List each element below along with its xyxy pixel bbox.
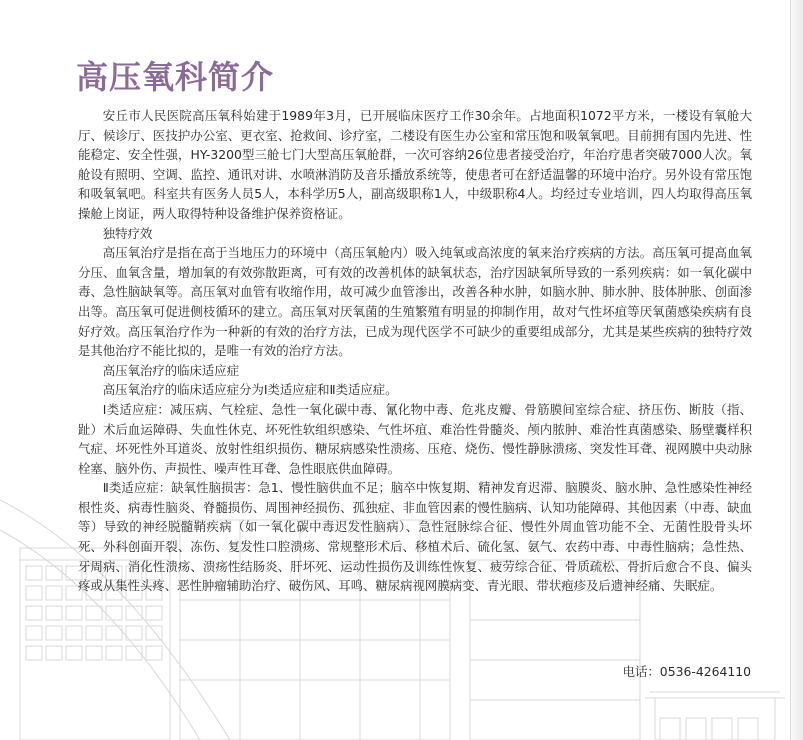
section-heading-unique-effect: 独特疗效 <box>102 225 153 241</box>
class-one-indications: Ⅰ类适应症：减压病、气栓症、急性一氧化碳中毒、氰化物中毒、危兆皮瓣、骨筋膜间室综合症、挤压伤、断肢（指、趾）术后血运障碍、失血性休克、坏死性软组织感染、气性坏疽、难治性骨髓炎、颅内脓肿、难治性真菌感染、肠壁囊样积气症、坏死性外耳道炎、放射性组织损伤、糖尿病感染性溃疡、压疮、烧伤、慢性静脉溃疡、突发性耳聋、视网膜中央动脉栓塞、脑外伤、声损性、噪声性耳聋、急性眼底供血障碍。 <box>78 401 752 476</box>
class-two-indications: Ⅱ类适应症：缺氧性脑损害：急1、慢性脑供血不足；脑卒中恢复期、精神发育迟滞、脑膜炎、脑水肿、急性感染性神经根性炎、病毒性脑炎、脊髓损伤、周围神经损伤、孤独症、非血管因素的慢性脑病、认知功能障碍、其他因素（中毒、缺血等）导致的神经脱髓鞘疾病（如一氧化碳中毒迟发性脑病）、急性冠脉综合征、慢性外周血管功能不全、无菌性股骨头坏死、外科创面开裂、冻伤、复发性口腔溃疡、常规整形术后、移植术后、硫化氢、氨气、农药中毒、中毒性脑病；急性热、牙周病、消化性溃疡、溃疡性结肠炎、肝坏死、运动性损伤及训练性恢复、疲劳综合征、骨质疏松、骨折后愈合不良、偏头疼或从集性头疼、恶性肿瘤辅助治疗、破伤风、耳鸣、糖尿病视网膜病变、青光眼、带状疱疹及后遗神经痛、失眠症。 <box>78 480 752 594</box>
effect-paragraph: 高压氧治疗是指在高于当地压力的环境中（高压氧舱内）吸入纯氧或高浓度的氧来治疗疾病的方法。高压氧可提高血氧分压、血氧含量，增加氧的有效弥散距离，可有效的改善机体的缺氧状态，治疗因缺氧所导致的一系列疾病：如一氧化碳中毒、急性脑缺氧等。高压氧对血管有收缩作用，故可减少血管渗出，改善各种水肿，如脑水肿、肺水肿、肢体肿胀、创面渗出等。高压氧可促进侧枝循环的建立。高压氧对厌氧菌的生殖繁殖有明显的抑制作用，故对气性坏疽等厌氧菌感染疾病有良好疗效。高压氧治疗作为一种新的有效的治疗方法，已成为现代医学不可缺少的重要组成部分，尤其是某些疾病的独特疗效是其他治疗不能比拟的，是唯一有效的治疗方法。 <box>78 245 752 359</box>
article-body <box>78 106 752 596</box>
page-edge <box>790 0 803 740</box>
page-title: 高压氧科简介 <box>76 58 275 96</box>
intro-paragraph: 安丘市人民医院高压氧科始建于1989年3月，已开展临床医疗工作30余年。占地面积1072平方米，一楼设有氧舱大厅、候诊厅、医技护办公室、更衣室、抢救间、诊疗室，二楼设有医生办公室和常压饱和吸氧氧吧。目前拥有国内先进、性能稳定、安全性强，HY-3200型三舱七门大型高压氧舱群，一次可容纳26位患者接受治疗，年治疗患者突破7000人次。氧舱设有照明、空调、监控、通讯对讲、水喷淋消防及音乐播放系统等，使患者可在舒适温馨的环境中治疗。另外设有常压饱和吸氧氧吧。科室共有医务人员5人，本科学历5人，副高级职称1人，中级职称4人。均经过专业培训，四人均取得高压氧操舱上岗证，两人取得特种设备维护保养资格证。 <box>78 108 752 221</box>
section-heading-indications: 高压氧治疗的临床适应症 <box>102 362 240 378</box>
indications-summary: 高压氧治疗的临床适应症分为Ⅰ类适应症和Ⅱ类适应症。 <box>102 382 398 398</box>
phone-number: 电话：0536-4264110 <box>622 664 751 679</box>
